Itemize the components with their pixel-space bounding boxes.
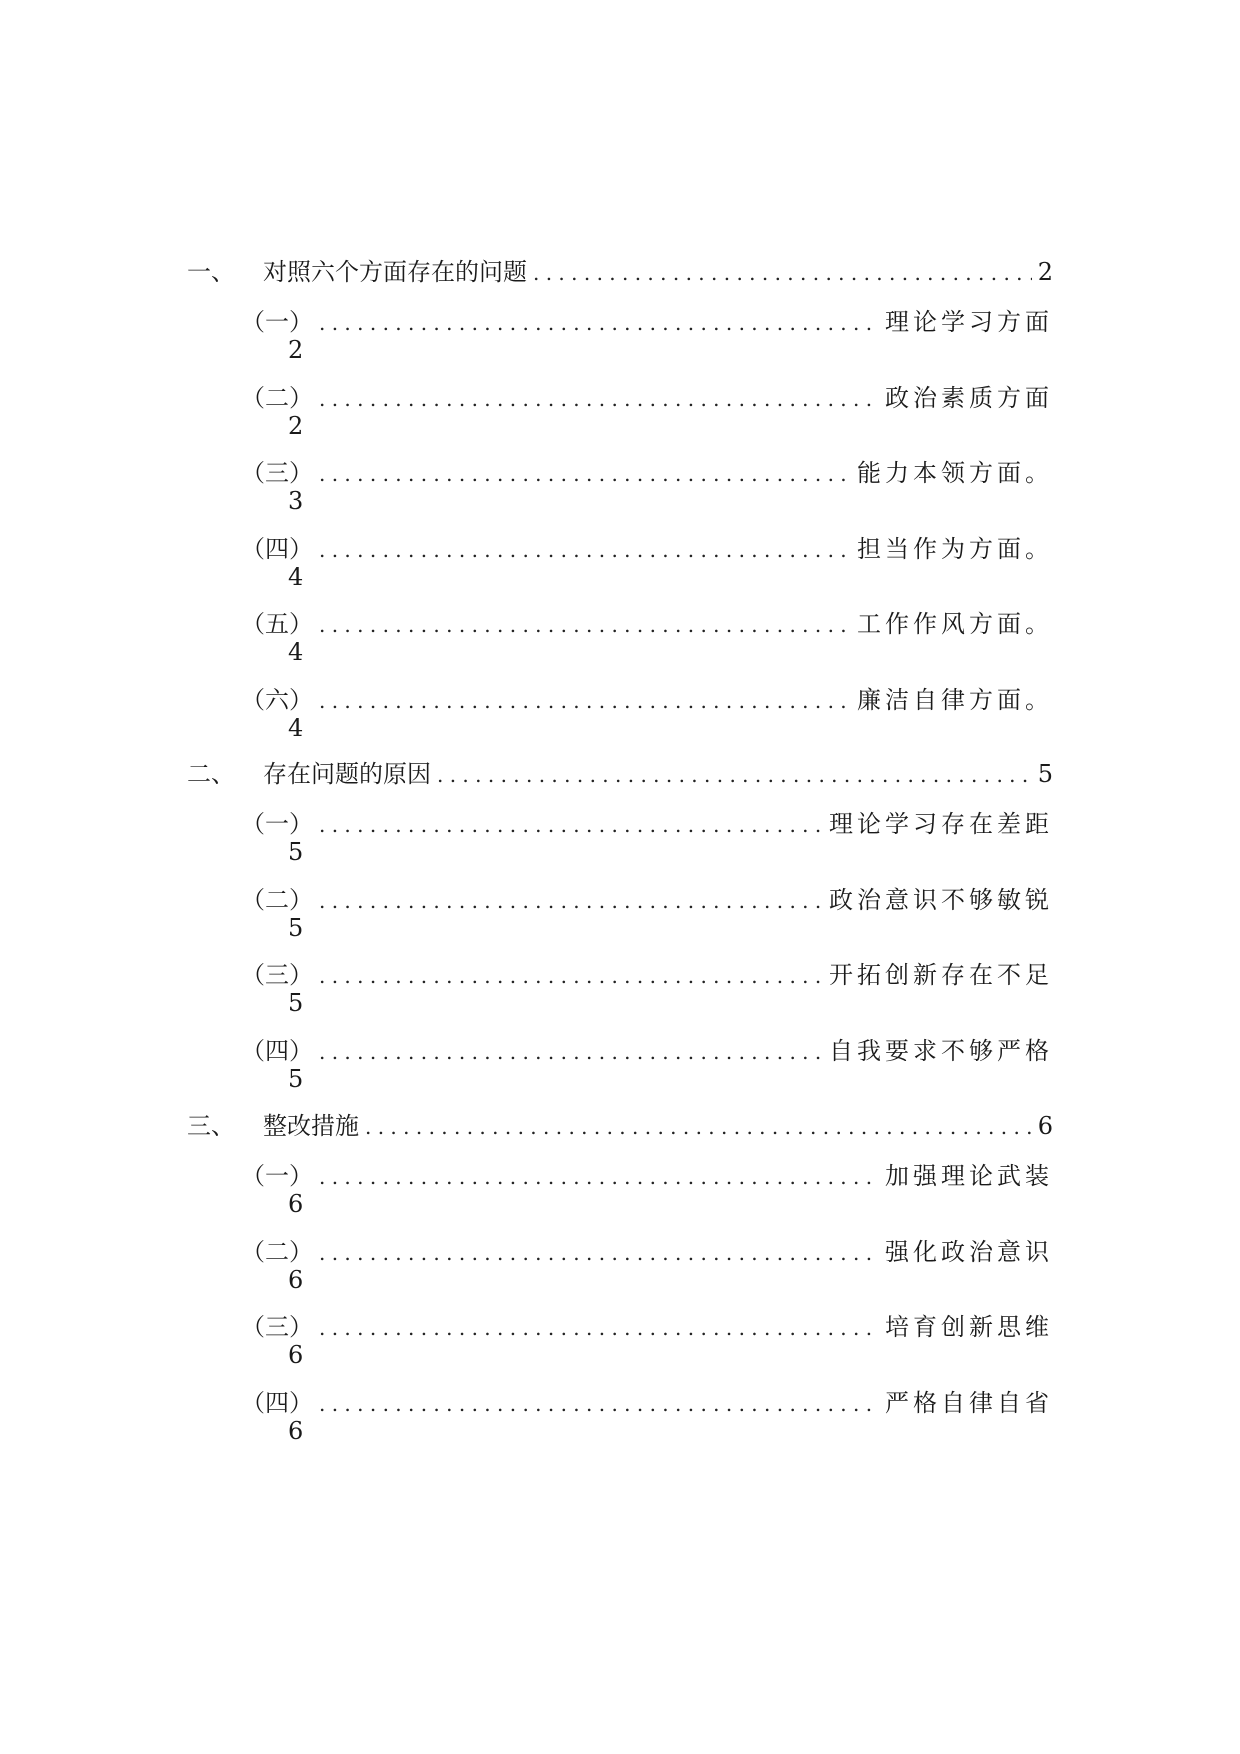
dot-leader (319, 1163, 879, 1191)
dot-leader (319, 1390, 879, 1418)
toc-entry-2-3[interactable] (241, 961, 1053, 990)
toc-entry-2-1[interactable] (241, 810, 1053, 839)
dot-leader (319, 309, 879, 337)
toc-entry-1-5[interactable] (241, 610, 1053, 639)
toc-title: 严格自律自省 (885, 1389, 1053, 1417)
dot-leader (319, 1239, 879, 1267)
dot-leader (365, 1113, 1032, 1141)
toc-number: （六） (241, 686, 313, 714)
toc-title: 政治素质方面 (885, 384, 1053, 412)
dot-leader (319, 611, 851, 639)
toc-entry-section-2[interactable] (187, 760, 1053, 789)
toc-page-number: 5 (1037, 760, 1053, 788)
toc-entry-3-1[interactable] (241, 1162, 1053, 1191)
toc-page-number: 4 (288, 638, 304, 666)
toc-title: 廉洁自律方面。 (857, 686, 1053, 714)
toc-number: （五） (241, 610, 313, 638)
toc-entry-1-1[interactable] (241, 308, 1053, 337)
toc-title: 能力本领方面。 (857, 459, 1053, 487)
dot-leader (319, 1314, 879, 1342)
toc-number: （四） (241, 1037, 313, 1065)
toc-number: 三、 (187, 1112, 235, 1140)
toc-title: 政治意识不够敏锐 (829, 886, 1053, 914)
dot-leader (319, 687, 851, 715)
toc-entry-section-1[interactable] (187, 258, 1053, 287)
toc-number: （三） (241, 459, 313, 487)
toc-title: 存在问题的原因 (263, 760, 431, 788)
toc-entry-3-4[interactable] (241, 1389, 1053, 1418)
toc-page-number: 5 (288, 914, 304, 942)
toc-title: 对照六个方面存在的问题 (263, 258, 527, 286)
dot-leader (437, 761, 1032, 789)
toc-title: 整改措施 (263, 1112, 359, 1140)
toc-number: （二） (241, 1238, 313, 1266)
toc-title: 自我要求不够严格 (829, 1037, 1053, 1065)
toc-page-number: 6 (1037, 1112, 1053, 1140)
toc-page-number: 4 (288, 714, 304, 742)
toc-page-number: 3 (288, 487, 304, 515)
toc-title: 开拓创新存在不足 (829, 961, 1053, 989)
toc-title: 理论学习存在差距 (829, 810, 1053, 838)
toc-number: （四） (241, 535, 313, 563)
toc-entry-1-2[interactable] (241, 384, 1053, 413)
toc-number: （二） (241, 384, 313, 412)
toc-entry-3-2[interactable] (241, 1238, 1053, 1267)
toc-number: （一） (241, 810, 313, 838)
dot-leader (533, 259, 1032, 287)
dot-leader (319, 1038, 823, 1066)
toc-entry-1-3[interactable] (241, 459, 1053, 488)
dot-leader (319, 460, 851, 488)
dot-leader (319, 536, 851, 564)
toc-page-number: 2 (288, 412, 304, 440)
toc-number: 二、 (187, 760, 235, 788)
toc-page-number: 4 (288, 563, 304, 591)
toc-entry-3-3[interactable] (241, 1313, 1053, 1342)
toc-entry-1-6[interactable] (241, 686, 1053, 715)
toc-page-number: 2 (288, 336, 304, 364)
toc-page-number: 6 (288, 1417, 304, 1445)
toc-title: 加强理论武装 (885, 1162, 1053, 1190)
toc-page-number: 2 (1037, 258, 1053, 286)
toc-page-number: 6 (288, 1266, 304, 1294)
toc-number: （四） (241, 1389, 313, 1417)
toc-entry-2-2[interactable] (241, 886, 1053, 915)
toc-number: （三） (241, 1313, 313, 1341)
dot-leader (319, 962, 823, 990)
toc-number: （二） (241, 886, 313, 914)
toc-title: 担当作为方面。 (857, 535, 1053, 563)
toc-page-number: 5 (288, 838, 304, 866)
toc-page-number: 6 (288, 1190, 304, 1218)
toc-number: 一、 (187, 258, 235, 286)
toc-page-number: 5 (288, 1065, 304, 1093)
toc-page-number: 6 (288, 1341, 304, 1369)
dot-leader (319, 385, 879, 413)
toc-title: 理论学习方面 (885, 308, 1053, 336)
toc-entry-1-4[interactable] (241, 535, 1053, 564)
toc-number: （一） (241, 1162, 313, 1190)
toc-number: （一） (241, 308, 313, 336)
dot-leader (319, 887, 823, 915)
toc-title: 强化政治意识 (885, 1238, 1053, 1266)
toc-entry-section-3[interactable] (187, 1112, 1053, 1141)
dot-leader (319, 811, 823, 839)
toc-title: 培育创新思维 (885, 1313, 1053, 1341)
toc-entry-2-4[interactable] (241, 1037, 1053, 1066)
toc-number: （三） (241, 961, 313, 989)
toc-title: 工作作风方面。 (857, 610, 1053, 638)
toc-page-number: 5 (288, 989, 304, 1017)
